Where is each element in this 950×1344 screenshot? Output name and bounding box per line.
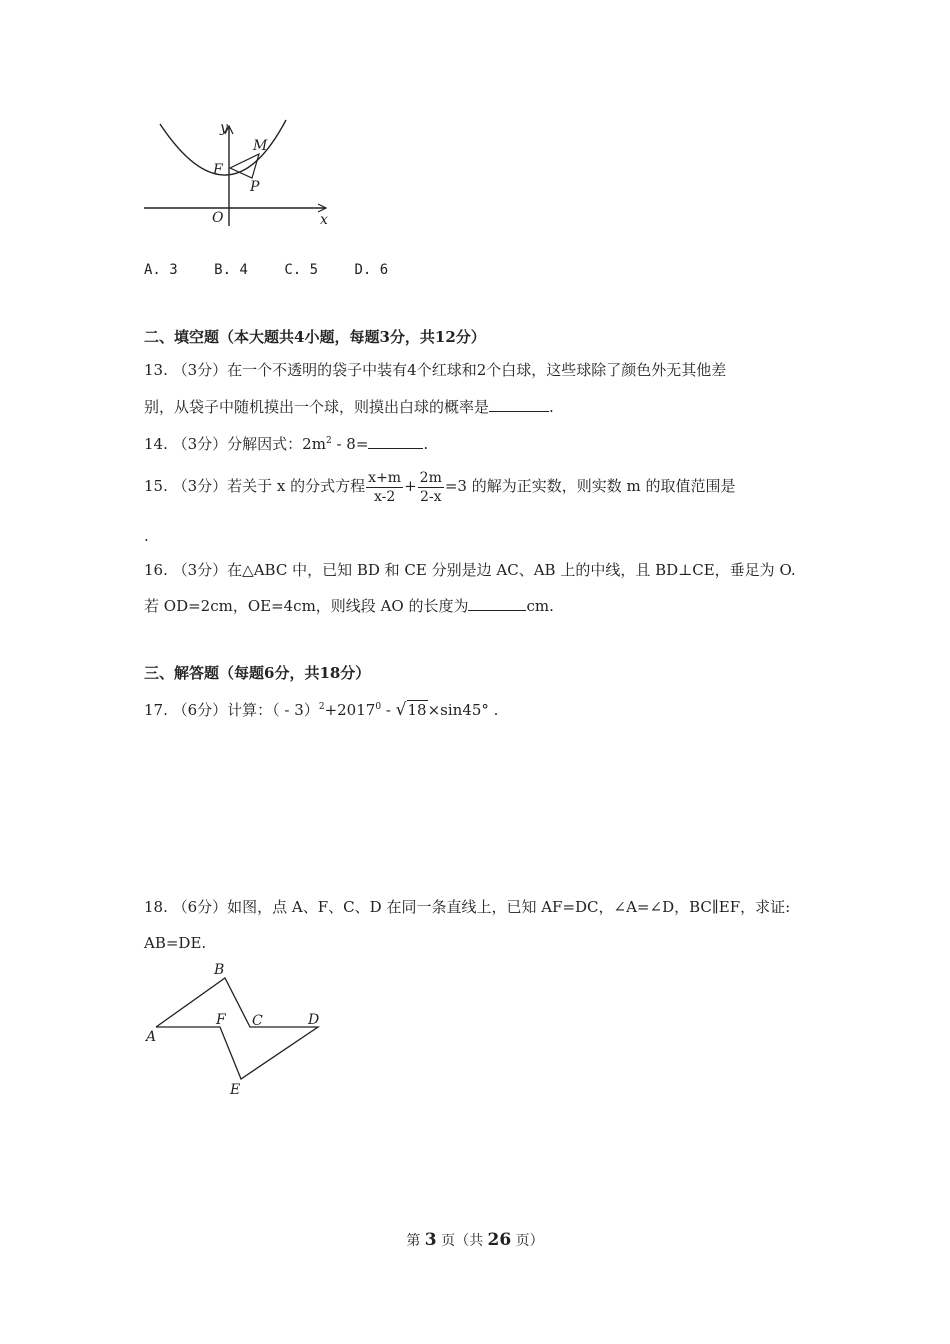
option-b: B. 4 bbox=[214, 262, 248, 278]
q14-sup: 2 bbox=[325, 436, 332, 446]
label-y: y bbox=[220, 120, 228, 136]
fraction-1-denominator: x-2 bbox=[373, 488, 396, 505]
q14-answer-blank[interactable] bbox=[368, 434, 423, 449]
footer-pre: 第 bbox=[406, 1233, 425, 1249]
q15-before: 15. （3分）若关于 x 的分式方程 bbox=[144, 477, 366, 495]
q17-minus: - bbox=[381, 701, 396, 719]
sqrt-sign: √ bbox=[395, 700, 407, 720]
fraction-2 bbox=[418, 469, 444, 506]
q17-end: ×sin45° . bbox=[427, 701, 499, 719]
label-o: O bbox=[212, 210, 224, 226]
question-16-line1: 16. （3分）在△ABC 中，已知 BD 和 CE 分别是边 AC、AB 上的中线，且 BD⊥CE，垂足为 O. bbox=[144, 561, 796, 579]
q16-end: cm. bbox=[526, 597, 554, 615]
triangles-figure bbox=[140, 958, 330, 1098]
figure-lines bbox=[156, 978, 318, 1079]
q15-after: =3 的解为正实数，则实数 m 的取值范围是 bbox=[444, 477, 736, 495]
label-m: M bbox=[253, 138, 268, 154]
fraction-2-numerator: 2m bbox=[419, 469, 442, 486]
label-d: D bbox=[308, 1012, 320, 1028]
question-13-line2 bbox=[144, 397, 554, 417]
q17-sup1: 2 bbox=[318, 702, 325, 712]
label-f: F bbox=[213, 162, 223, 178]
q17-mid: +2017 bbox=[324, 701, 376, 719]
footer-post: 页） bbox=[511, 1233, 544, 1249]
q17-sup2: 0 bbox=[375, 702, 382, 712]
label-c: C bbox=[252, 1013, 263, 1029]
label-f2: F bbox=[216, 1012, 226, 1028]
q17-radicand: 18 bbox=[407, 701, 427, 719]
footer-mid: 页（共 bbox=[436, 1233, 488, 1249]
question-13-line1: 13. （3分）在一个不透明的袋子中装有4个红球和2个白球，这些球除了颜色外无其他差 bbox=[144, 361, 727, 379]
fraction-1-numerator: x+m bbox=[368, 469, 402, 486]
option-a: A. 3 bbox=[144, 262, 178, 278]
label-a: A bbox=[146, 1029, 157, 1045]
q16-answer-blank[interactable] bbox=[468, 596, 526, 611]
q14-end: . bbox=[423, 435, 429, 453]
q13-text: 别，从袋子中随机摸出一个球，则摸出白球的概率是 bbox=[144, 398, 490, 416]
label-e: E bbox=[230, 1082, 241, 1098]
footer-total-pages: 26 bbox=[487, 1230, 512, 1250]
q15-plus: + bbox=[404, 477, 417, 495]
label-x: x bbox=[320, 212, 328, 228]
label-b: B bbox=[214, 962, 225, 978]
option-d: D. 6 bbox=[354, 262, 389, 278]
footer-page-number: 3 bbox=[424, 1230, 437, 1250]
answer-options bbox=[144, 260, 416, 280]
q13-answer-blank[interactable] bbox=[489, 397, 549, 412]
section3-heading: 三、解答题（每题6分，共18分） bbox=[144, 664, 371, 682]
q13-end: . bbox=[549, 398, 554, 416]
question-17 bbox=[144, 697, 498, 720]
question-15-line2: . bbox=[144, 527, 149, 545]
q16-text: 若 OD=2cm，OE=4cm，则线段 AO 的长度为 bbox=[144, 597, 469, 615]
option-c: C. 5 bbox=[284, 262, 319, 278]
fraction-2-denominator: 2-x bbox=[419, 488, 442, 505]
question-16-line2 bbox=[144, 596, 554, 616]
parabola-figure bbox=[140, 118, 340, 230]
question-18-line2: AB=DE. bbox=[144, 934, 207, 952]
page-footer bbox=[0, 1230, 950, 1251]
question-14 bbox=[144, 431, 428, 454]
question-15-line1 bbox=[144, 464, 736, 508]
q14-rest: - 8= bbox=[331, 435, 369, 453]
q17-text: 17. （6分）计算：（ - 3） bbox=[144, 701, 319, 719]
section2-heading: 二、填空题（本大题共4小题，每题3分，共12分） bbox=[144, 328, 486, 346]
q14-text: 14. （3分）分解因式：2m bbox=[144, 435, 326, 453]
label-p: P bbox=[250, 179, 260, 195]
fraction-1 bbox=[366, 469, 403, 506]
question-18-line1: 18. （6分）如图，点 A、F、C、D 在同一条直线上，已知 AF=DC，∠A=∠D，BC∥EF，求证: bbox=[144, 898, 791, 916]
